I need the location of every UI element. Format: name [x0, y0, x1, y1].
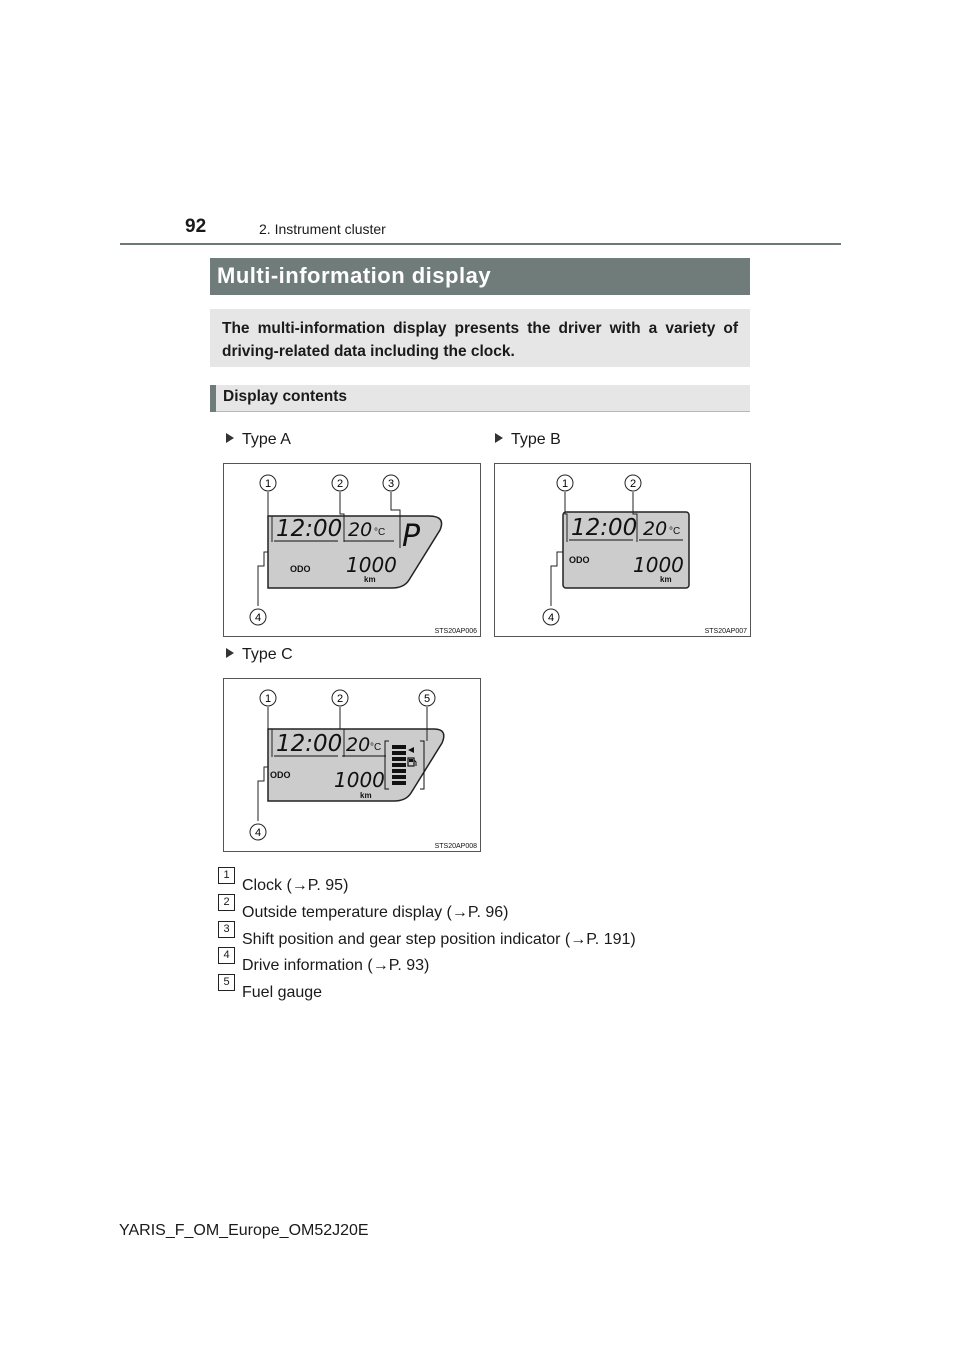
legend-text: Drive information (→P. 93) — [242, 957, 430, 974]
temp-readout: 20 — [348, 519, 373, 541]
legend-text: Fuel gauge — [242, 984, 323, 1001]
page-title: Multi-information display — [217, 263, 492, 288]
clock-readout: 12:00 — [276, 516, 343, 542]
chapter-title: 2. Instrument cluster — [259, 221, 386, 237]
odo-readout: 1000 — [346, 553, 397, 577]
footer-document-id: YARIS_F_OM_Europe_OM52J20E — [119, 1222, 369, 1239]
odo-readout: 1000 — [334, 768, 385, 792]
header-rule — [120, 243, 841, 245]
clock-readout: 12:00 — [276, 731, 343, 757]
temp-unit: °C — [669, 526, 681, 537]
type-a-label — [226, 431, 291, 449]
svg-text:5: 5 — [423, 693, 431, 705]
odo-unit: km — [364, 575, 376, 584]
triangle-bullet-icon — [495, 433, 503, 443]
callout-3 — [383, 475, 399, 491]
svg-text:2: 2 — [336, 478, 344, 490]
type-b-label — [495, 431, 561, 449]
section-title-bar — [210, 258, 750, 295]
callout-4 — [250, 609, 266, 625]
temp-readout: 20 — [643, 518, 668, 540]
intro-text: The multi-information display presents the driver with a variety of driving-related data including the clock. — [222, 320, 738, 360]
triangle-bullet-icon — [226, 648, 234, 658]
svg-text:3: 3 — [387, 478, 395, 490]
legend-text: Clock (→P. 95) — [242, 877, 349, 894]
intro-box — [210, 309, 750, 367]
legend-number-2: 2 — [218, 894, 235, 911]
legend-text: Shift position and gear step position indicator (→P. 191) — [242, 931, 636, 948]
type-b-text: Type B — [511, 431, 561, 448]
figure-type-a — [223, 463, 481, 637]
svg-text:4: 4 — [254, 827, 262, 839]
type-a-illustration — [224, 464, 480, 636]
figure-code: STS20AP007 — [704, 628, 747, 635]
temp-readout: 20 — [346, 734, 371, 756]
legend-number-1: 1 — [218, 867, 235, 884]
callout-1 — [260, 475, 276, 491]
odo-label: ODO — [270, 770, 291, 780]
odo-unit: km — [660, 575, 672, 584]
callout-4 — [250, 824, 266, 840]
svg-text:1: 1 — [264, 693, 272, 705]
legend-text: Outside temperature display (→P. 96) — [242, 904, 509, 921]
type-c-label — [226, 646, 293, 664]
fuel-gauge-bars — [392, 745, 406, 785]
svg-text:4: 4 — [254, 612, 262, 624]
subsection-accent — [210, 385, 216, 412]
type-c-text: Type C — [242, 646, 293, 663]
callout-2 — [332, 475, 348, 491]
temp-unit: °C — [374, 527, 386, 538]
svg-text:2: 2 — [336, 693, 344, 705]
figure-code: STS20AP008 — [434, 843, 477, 850]
shift-readout: P — [402, 519, 421, 554]
type-b-illustration — [495, 464, 750, 636]
figure-type-c — [223, 678, 481, 852]
callout-5 — [419, 690, 435, 706]
svg-text:1: 1 — [561, 478, 569, 490]
legend-number-3: 3 — [218, 921, 235, 938]
callout-2 — [625, 475, 641, 491]
subsection-bar — [210, 385, 750, 412]
svg-text:1: 1 — [264, 478, 272, 490]
svg-text:2: 2 — [629, 478, 637, 490]
figure-type-b — [494, 463, 751, 637]
odo-label: ODO — [569, 555, 590, 565]
callout-1 — [260, 690, 276, 706]
page-number: 92 — [185, 216, 207, 237]
type-c-illustration — [224, 679, 480, 851]
odo-label: ODO — [290, 564, 311, 574]
callout-4 — [543, 609, 559, 625]
legend-number-5: 5 — [218, 974, 235, 991]
odo-readout: 1000 — [633, 553, 684, 577]
callout-1 — [557, 475, 573, 491]
odo-unit: km — [360, 791, 372, 800]
type-a-text: Type A — [242, 431, 291, 448]
callout-2 — [332, 690, 348, 706]
legend-number-4: 4 — [218, 947, 235, 964]
triangle-bullet-icon — [226, 433, 234, 443]
figure-code: STS20AP006 — [434, 628, 477, 635]
subsection-title: Display contents — [223, 388, 348, 405]
svg-text:4: 4 — [547, 612, 555, 624]
temp-unit: °C — [370, 742, 382, 753]
clock-readout: 12:00 — [571, 515, 638, 541]
